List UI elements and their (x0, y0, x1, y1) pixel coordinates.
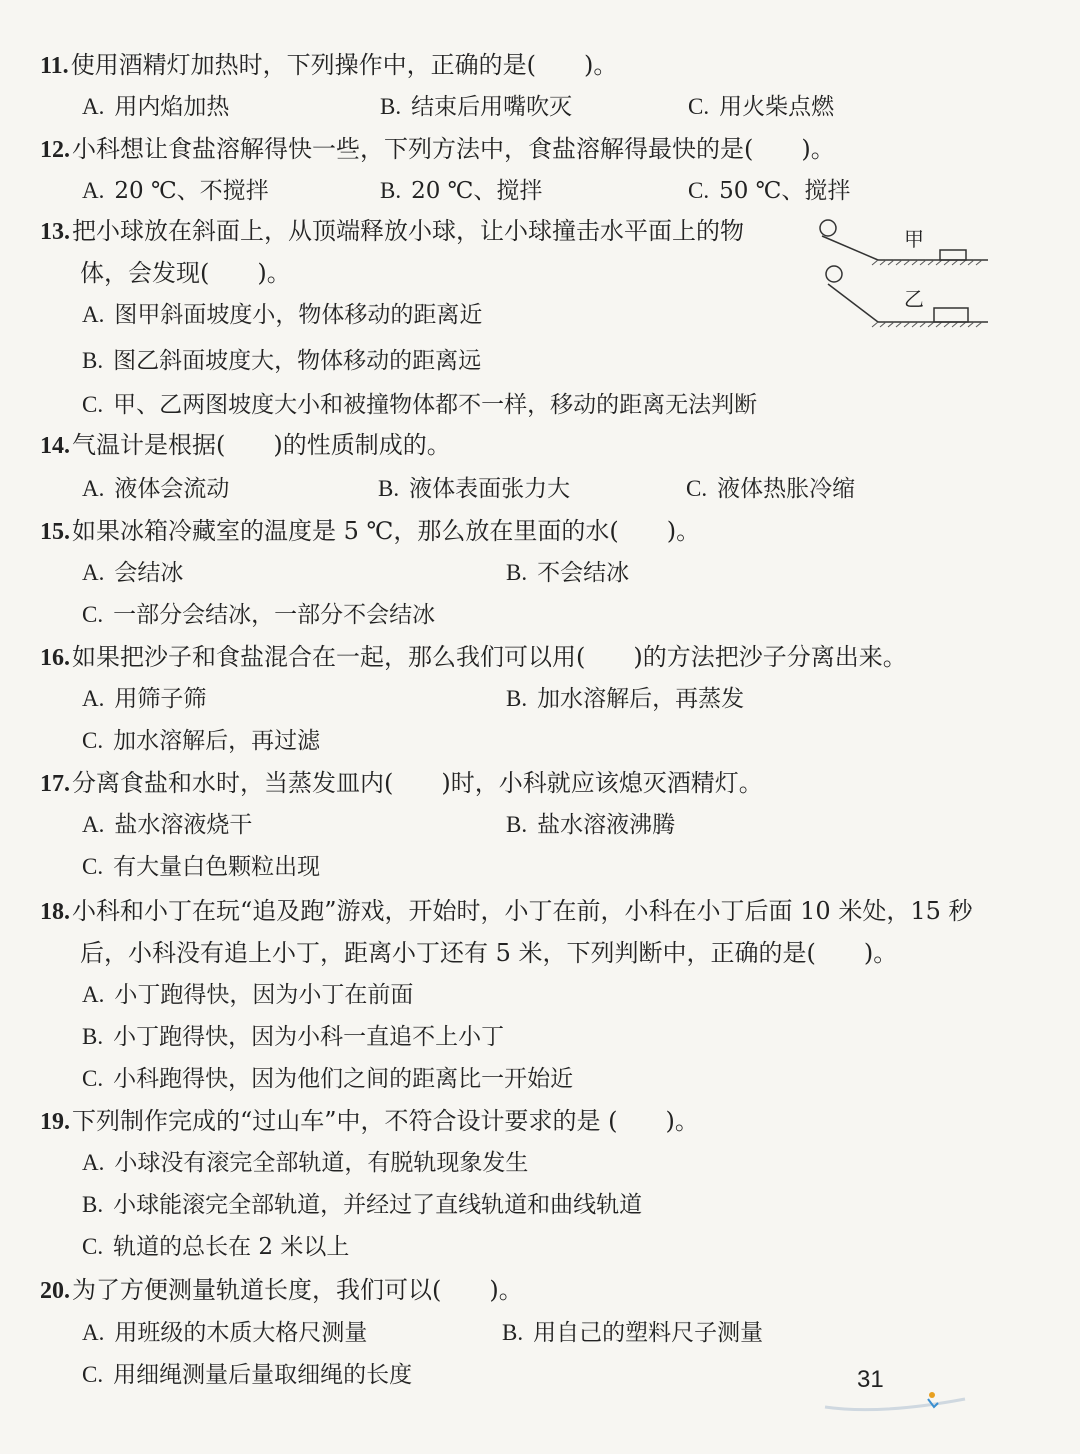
figure-label-top: 甲 (904, 227, 924, 251)
question-20: 20.为了方便测量轨道长度，我们可以( )。 (40, 1276, 523, 1304)
q12-option-c: C. 50 ℃、搅拌 (688, 178, 851, 204)
q15-option-c: C. 一部分会结冰，一部分不会结冰 (82, 602, 436, 628)
question-16: 16.如果把沙子和食盐混合在一起，那么我们可以用( )的方法把沙子分离出来。 (40, 643, 907, 671)
question-text: 分离食盐和水时，当蒸发皿内( )时，小科就应该熄灭酒精灯。 (72, 769, 763, 797)
question-text: 下列制作完成的“过山车”中，不符合设计要求的是 ( )。 (72, 1107, 699, 1135)
q17-option-a: A. 盐水溶液烧干 (82, 812, 253, 838)
question-13: 13.把小球放在斜面上，从顶端释放小球，让小球撞击水平面上的物 (40, 217, 744, 245)
question-14: 14.气温计是根据( )的性质制成的。 (40, 431, 451, 459)
question-text: 为了方便测量轨道长度，我们可以( )。 (72, 1276, 523, 1304)
q20-option-c: C. 用细绳测量后量取细绳的长度 (82, 1362, 413, 1388)
question-text: 气温计是根据( )的性质制成的。 (72, 431, 451, 459)
page-number: 31 (857, 1366, 884, 1393)
q16-option-b: B. 加水溶解后，再蒸发 (506, 686, 745, 712)
q19-option-a: A. 小球没有滚完全部轨道，有脱轨现象发生 (82, 1150, 529, 1176)
q18-option-b: B. 小丁跑得快，因为小科一直追不上小丁 (82, 1024, 505, 1050)
q18-option-c: C. 小科跑得快，因为他们之间的距离比一开始近 (82, 1066, 574, 1092)
question-15: 15.如果冰箱冷藏室的温度是 5 ℃，那么放在里面的水( )。 (40, 517, 701, 545)
q13-option-b: B. 图乙斜面坡度大，物体移动的距离远 (82, 348, 482, 374)
q12-option-b: B. 20 ℃、搅拌 (380, 178, 543, 204)
question-text: 如果冰箱冷藏室的温度是 5 ℃，那么放在里面的水( )。 (72, 517, 701, 545)
q14-option-b: B. 液体表面张力大 (378, 476, 571, 502)
ball-bottom (826, 266, 842, 282)
q17-option-c: C. 有大量白色颗粒出现 (82, 854, 321, 880)
footer-swoosh-icon (820, 1385, 970, 1415)
question-text: 小科和小丁在玩“追及跑”游戏，开始时，小丁在前，小科在小丁后面 10 米处，15 秒 (72, 897, 973, 925)
ball-top (820, 220, 836, 236)
q16-option-a: A. 用筛子筛 (82, 686, 207, 712)
block-top (940, 250, 966, 260)
question-text: 使用酒精灯加热时，下列操作中，正确的是( )。 (70, 51, 618, 79)
question-text: 把小球放在斜面上，从顶端释放小球，让小球撞击水平面上的物 (72, 217, 744, 245)
q15-option-a: A. 会结冰 (82, 560, 184, 586)
ramp-figure (808, 212, 998, 342)
block-bottom (934, 308, 968, 322)
q17-option-b: B. 盐水溶液沸腾 (506, 812, 676, 838)
q11-option-a: A. 用内焰加热 (82, 94, 230, 120)
q14-option-a: A. 液体会流动 (82, 476, 230, 502)
q19-option-b: B. 小球能滚完全部轨道，并经过了直线轨道和曲线轨道 (82, 1192, 643, 1218)
question-19: 19.下列制作完成的“过山车”中，不符合设计要求的是 ( )。 (40, 1107, 699, 1135)
q15-option-b: B. 不会结冰 (506, 560, 630, 586)
q11-option-c: C. 用火柴点燃 (688, 94, 835, 120)
q20-option-a: A. 用班级的木质大格尺测量 (82, 1320, 368, 1346)
question-11: 11.使用酒精灯加热时，下列操作中，正确的是( )。 (40, 51, 618, 79)
q16-option-c: C. 加水溶解后，再过滤 (82, 728, 321, 754)
q11-option-b: B. 结束后用嘴吹灭 (380, 94, 573, 120)
q18-option-a: A. 小丁跑得快，因为小丁在前面 (82, 982, 414, 1008)
question-12: 12.小科想让食盐溶解得快一些，下列方法中，食盐溶解得最快的是( )。 (40, 135, 835, 163)
question-13-continued: 体，会发现( )。 (80, 259, 291, 287)
question-18: 18.小科和小丁在玩“追及跑”游戏，开始时，小丁在前，小科在小丁后面 10 米处，15 秒 (40, 897, 973, 925)
q19-option-c: C. 轨道的总长在 2 米以上 (82, 1234, 350, 1260)
q13-option-a: A. 图甲斜面坡度小，物体移动的距离近 (82, 302, 483, 328)
question-18-continued: 后，小科没有追上小丁，距离小丁还有 5 米，下列判断中，正确的是( )。 (80, 939, 898, 967)
ramp-top (822, 236, 878, 260)
q13-option-c: C. 甲、乙两图坡度大小和被撞物体都不一样，移动的距离无法判断 (82, 392, 758, 418)
ramp-bottom (828, 284, 878, 322)
q12-option-a: A. 20 ℃、不搅拌 (82, 178, 269, 204)
q20-option-b: B. 用自己的塑料尺子测量 (502, 1320, 764, 1346)
question-text: 如果把沙子和食盐混合在一起，那么我们可以用( )的方法把沙子分离出来。 (72, 643, 907, 671)
question-17: 17.分离食盐和水时，当蒸发皿内( )时，小科就应该熄灭酒精灯。 (40, 769, 763, 797)
q14-option-c: C. 液体热胀冷缩 (686, 476, 856, 502)
question-text: 小科想让食盐溶解得快一些，下列方法中，食盐溶解得最快的是( )。 (72, 135, 835, 163)
figure-label-bottom: 乙 (904, 287, 924, 311)
